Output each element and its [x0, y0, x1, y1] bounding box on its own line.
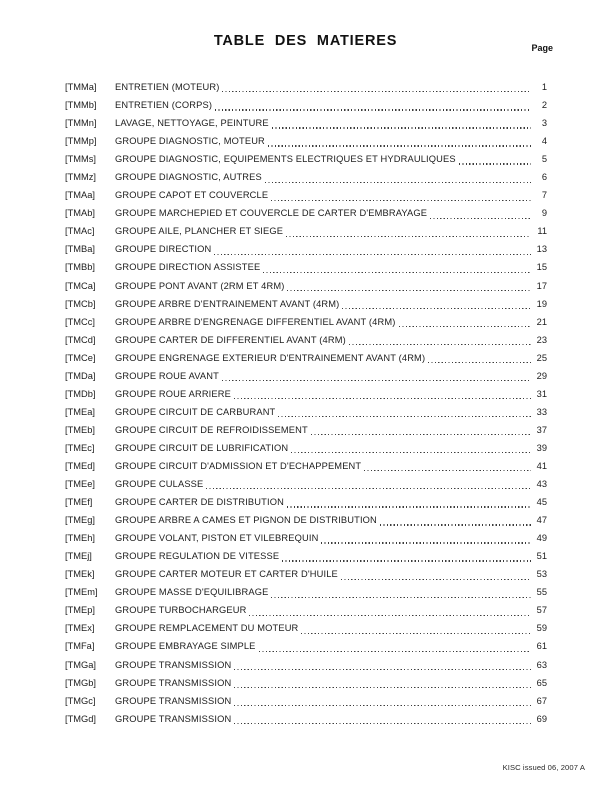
toc-entry-title: GROUPE REMPLACEMENT DU MOTEUR: [115, 623, 299, 634]
toc-entry-page-number: 17: [536, 280, 547, 291]
toc-entry-code: [TMEh]: [65, 533, 95, 544]
toc-list: [65, 78, 547, 728]
toc-entry-title: GROUPE ARBRE A CAMES ET PIGNON DE DISTRIBUTION: [115, 515, 377, 526]
toc-entry-code: [TMAb]: [65, 208, 95, 219]
toc-entry: [65, 150, 547, 168]
toc-entry-code: [TMEp]: [65, 605, 95, 616]
toc-entry: [65, 186, 547, 204]
dot-leader: [286, 236, 531, 237]
toc-entry-title: GROUPE REGULATION DE VITESSE: [115, 551, 280, 562]
toc-entry-title: GROUPE CIRCUIT D'ADMISSION ET D'ECHAPPEMENT: [115, 460, 362, 471]
toc-entry: [65, 349, 547, 367]
toc-entry-code: [TMEx]: [65, 623, 95, 634]
toc-entry-title: GROUPE MARCHEPIED ET COUVERCLE DE CARTER D'EMBRAYAGE: [115, 208, 428, 219]
toc-entry-code: [TMMs]: [65, 154, 96, 165]
toc-entry-title: GROUPE DIAGNOSTIC, AUTRES: [115, 172, 262, 183]
dot-leader: [263, 272, 531, 273]
dot-leader: [265, 182, 531, 183]
toc-entry-code: [TMMa]: [65, 82, 97, 92]
toc-entry-code: [TMCa]: [65, 280, 96, 291]
dot-leader: [349, 344, 531, 345]
dot-leader: [321, 542, 531, 543]
dot-leader: [380, 524, 531, 525]
toc-entry-code: [TMMb]: [65, 100, 97, 111]
dot-leader: [342, 308, 531, 309]
toc-entry-title: ENTRETIEN (MOTEUR): [115, 82, 220, 92]
toc-entry-code: [TMGb]: [65, 677, 96, 688]
toc-entry-page-number: 65: [536, 677, 547, 688]
toc-entry: [65, 601, 547, 619]
toc-entry-title: GROUPE TRANSMISSION: [115, 695, 232, 706]
footer-issue-note: KISC issued 06, 2007 A: [502, 763, 585, 772]
dot-leader: [311, 434, 531, 435]
toc-entry-code: [TMEm]: [65, 587, 98, 598]
toc-entry-title: GROUPE CULASSE: [115, 479, 204, 490]
toc-entry: [65, 132, 547, 150]
toc-entry: [65, 240, 547, 258]
dot-leader: [428, 362, 531, 363]
toc-entry-title: GROUPE CARTER DE DIFFERENTIEL AVANT (4RM): [115, 334, 346, 345]
toc-entry-title: GROUPE EMBRAYAGE SIMPLE: [115, 641, 256, 652]
dot-leader: [430, 218, 531, 219]
toc-entry-title: GROUPE TRANSMISSION: [115, 713, 232, 724]
toc-entry: [65, 475, 547, 493]
toc-entry-page-number: 49: [536, 533, 547, 544]
toc-entry-code: [TMCd]: [65, 334, 96, 345]
toc-entry-code: [TMBb]: [65, 262, 95, 273]
toc-entry-page-number: 1: [541, 82, 547, 92]
toc-entry-code: [TMMz]: [65, 172, 96, 183]
toc-entry-page-number: 45: [536, 497, 547, 508]
toc-entry-title: GROUPE TRANSMISSION: [115, 659, 232, 670]
toc-entry-title: GROUPE PONT AVANT (2RM ET 4RM): [115, 280, 285, 291]
toc-entry-title: GROUPE ROUE AVANT: [115, 370, 219, 381]
dot-leader: [249, 615, 531, 616]
toc-entry-code: [TMEk]: [65, 569, 95, 580]
toc-entry-title: GROUPE VOLANT, PISTON ET VILEBREQUIN: [115, 533, 319, 544]
dot-leader: [271, 200, 531, 201]
toc-entry-page-number: 69: [536, 713, 547, 724]
toc-entry-title: GROUPE CARTER DE DISTRIBUTION: [115, 497, 284, 508]
toc-entry-code: [TMEa]: [65, 406, 95, 417]
toc-entry-title: GROUPE CIRCUIT DE REFROIDISSEMENT: [115, 424, 308, 435]
toc-entry-page-number: 23: [536, 334, 547, 345]
toc-entry: [65, 222, 547, 240]
dot-leader: [234, 669, 531, 670]
toc-entry-code: [TMCe]: [65, 352, 96, 363]
toc-entry-title: GROUPE ARBRE D'ENGRENAGE DIFFERENTIEL AVANT (4RM): [115, 316, 396, 327]
toc-entry: [65, 511, 547, 529]
toc-entry-page-number: 47: [536, 515, 547, 526]
toc-entry-code: [TMEf]: [65, 497, 93, 508]
dot-leader: [399, 326, 532, 327]
toc-entry-code: [TMEd]: [65, 460, 95, 471]
toc-entry-code: [TMCb]: [65, 298, 96, 309]
toc-entry-title: GROUPE ROUE ARRIERE: [115, 388, 231, 399]
dot-leader: [234, 398, 531, 399]
toc-entry: [65, 403, 547, 421]
toc-entry: [65, 547, 547, 565]
toc-entry-page-number: 43: [536, 479, 547, 490]
toc-entry-code: [TMMp]: [65, 136, 97, 147]
toc-entry: [65, 692, 547, 710]
toc-entry-page-number: 67: [536, 695, 547, 706]
toc-entry-title: GROUPE DIAGNOSTIC, EQUIPEMENTS ELECTRIQUES ET HYDRAULIQUES: [115, 154, 456, 165]
toc-entry-code: [TMMn]: [65, 118, 97, 129]
toc-entry-code: [TMGa]: [65, 659, 96, 670]
toc-entry-page-number: 13: [536, 244, 547, 255]
dot-leader: [272, 127, 531, 128]
dot-leader: [234, 705, 531, 706]
toc-entry-page-number: 3: [541, 118, 547, 129]
toc-entry-code: [TMAa]: [65, 190, 95, 201]
toc-entry: [65, 710, 547, 728]
toc-entry: [65, 367, 547, 385]
toc-entry-page-number: 51: [536, 551, 547, 562]
toc-entry: [65, 637, 547, 655]
toc-entry: [65, 421, 547, 439]
dot-leader: [364, 470, 531, 471]
toc-entry-page-number: 5: [541, 154, 547, 165]
dot-leader: [287, 290, 531, 291]
toc-entry-title: GROUPE DIAGNOSTIC, MOTEUR: [115, 136, 265, 147]
toc-entry-page-number: 29: [536, 370, 547, 381]
toc-entry-code: [TMAc]: [65, 226, 95, 237]
toc-entry-title: GROUPE AILE, PLANCHER ET SIEGE: [115, 226, 284, 237]
toc-entry-code: [TMEb]: [65, 424, 95, 435]
toc-entry: [65, 656, 547, 674]
toc-entry-title: GROUPE TURBOCHARGEUR: [115, 605, 247, 616]
toc-entry-page-number: 15: [536, 262, 547, 273]
toc-entry-page-number: 7: [541, 190, 547, 201]
dot-leader: [234, 687, 531, 688]
toc-entry: [65, 385, 547, 403]
toc-entry-page-number: 61: [536, 641, 547, 652]
toc-entry: [65, 583, 547, 601]
toc-entry-page-number: 41: [536, 460, 547, 471]
page-column-header: Page: [531, 43, 553, 53]
toc-entry-title: LAVAGE, NETTOYAGE, PEINTURE: [115, 118, 269, 129]
toc-entry-page-number: 57: [536, 605, 547, 616]
toc-entry-page-number: 37: [536, 424, 547, 435]
dot-leader: [259, 651, 531, 652]
toc-entry-page-number: 63: [536, 659, 547, 670]
toc-entry: [65, 619, 547, 637]
toc-entry: [65, 96, 547, 114]
toc-entry-title: GROUPE DIRECTION ASSISTEE: [115, 262, 261, 273]
toc-entry-page-number: 4: [541, 136, 547, 147]
dot-leader: [222, 91, 531, 92]
toc-entry-page-number: 6: [541, 172, 547, 183]
toc-entry: [65, 439, 547, 457]
dot-leader: [206, 488, 531, 489]
toc-entry-title: GROUPE DIRECTION: [115, 244, 212, 255]
dot-leader: [215, 109, 531, 110]
toc-entry-code: [TMEj]: [65, 551, 92, 562]
dot-leader: [222, 380, 531, 381]
toc-entry: [65, 529, 547, 547]
toc-entry-code: [TMEe]: [65, 479, 95, 490]
toc-entry: [65, 204, 547, 222]
toc-entry-code: [TMGc]: [65, 695, 96, 706]
page-title: TABLE DES MATIERES: [213, 33, 398, 49]
dot-leader: [301, 633, 531, 634]
toc-entry-page-number: 21: [536, 316, 547, 327]
toc-entry-title: GROUPE ENGRENAGE EXTERIEUR D'ENTRAINEMENT AVANT (4RM): [115, 352, 426, 363]
toc-entry: [65, 295, 547, 313]
toc-entry-page-number: 53: [536, 569, 547, 580]
toc-entry-title: GROUPE CARTER MOTEUR ET CARTER D'HUILE: [115, 569, 338, 580]
toc-entry-page-number: 11: [537, 226, 547, 237]
toc-entry: [65, 674, 547, 692]
toc-entry-page-number: 55: [536, 587, 547, 598]
toc-entry-title: GROUPE TRANSMISSION: [115, 677, 232, 688]
toc-entry-code: [TMEg]: [65, 515, 95, 526]
toc-entry-page-number: 59: [536, 623, 547, 634]
toc-entry: [65, 168, 547, 186]
dot-leader: [278, 416, 531, 417]
toc-entry: [65, 493, 547, 511]
toc-entry: [65, 313, 547, 331]
dot-leader: [214, 254, 531, 255]
toc-entry-title: GROUPE CAPOT ET COUVERCLE: [115, 190, 269, 201]
toc-entry-title: GROUPE CIRCUIT DE LUBRIFICATION: [115, 442, 289, 453]
toc-entry-page-number: 39: [536, 442, 547, 453]
toc-entry-code: [TMDb]: [65, 388, 96, 399]
toc-entry-page-number: 19: [536, 298, 547, 309]
toc-entry-code: [TMFa]: [65, 641, 95, 652]
toc-entry-page-number: 31: [536, 388, 547, 399]
toc-entry-page-number: 25: [536, 352, 547, 363]
toc-entry: [65, 258, 547, 276]
dot-leader: [459, 163, 531, 164]
toc-entry: [65, 78, 547, 96]
toc-entry-code: [TMDa]: [65, 370, 96, 381]
toc-entry-page-number: 2: [541, 100, 547, 111]
dot-leader: [271, 597, 531, 598]
toc-entry: [65, 457, 547, 475]
dot-leader: [268, 145, 531, 146]
toc-entry-page-number: 33: [536, 406, 547, 417]
dot-leader: [234, 723, 531, 724]
dot-leader: [287, 506, 531, 507]
toc-entry: [65, 114, 547, 132]
toc-entry-code: [TMBa]: [65, 244, 95, 255]
dot-leader: [341, 579, 531, 580]
toc-entry-title: ENTRETIEN (CORPS): [115, 100, 213, 111]
toc-entry-code: [TMEc]: [65, 442, 95, 453]
dot-leader: [291, 452, 531, 453]
toc-entry: [65, 277, 547, 295]
toc-entry: [65, 331, 547, 349]
dot-leader: [282, 560, 531, 561]
toc-entry-code: [TMCc]: [65, 316, 95, 327]
toc-entry-title: GROUPE MASSE D'EQUILIBRAGE: [115, 587, 269, 598]
toc-entry-page-number: 9: [541, 208, 547, 219]
toc-entry-title: GROUPE CIRCUIT DE CARBURANT: [115, 406, 276, 417]
toc-entry: [65, 565, 547, 583]
toc-entry-code: [TMGd]: [65, 713, 96, 724]
toc-entry-title: GROUPE ARBRE D'ENTRAINEMENT AVANT (4RM): [115, 298, 340, 309]
